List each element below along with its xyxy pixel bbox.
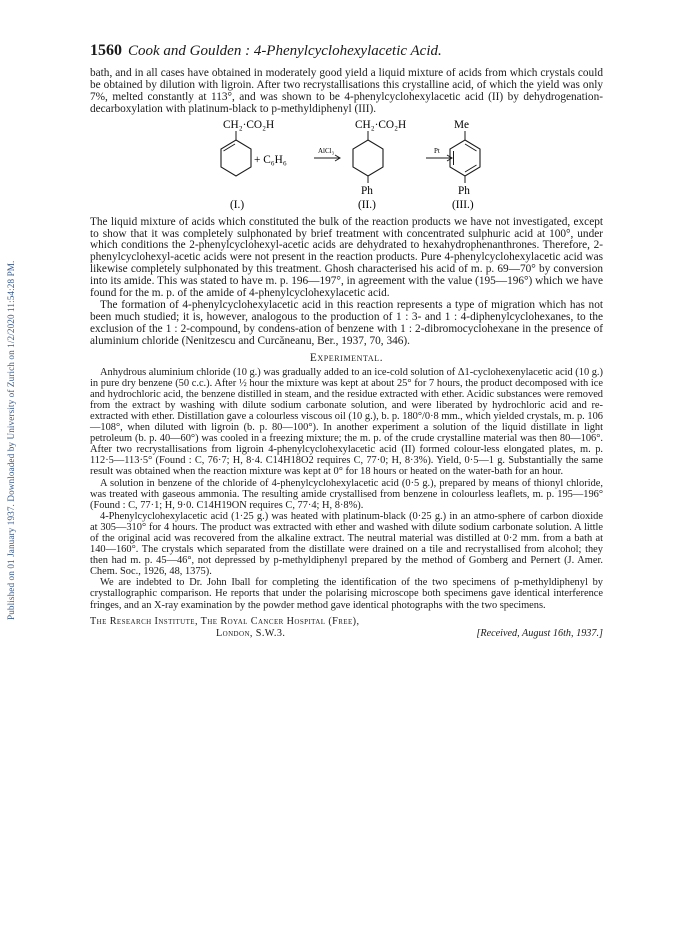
- compound3-phenyl: Ph: [458, 184, 470, 197]
- experimental-heading: Experimental.: [309, 351, 384, 364]
- compound3-double-bond-1: [465, 144, 477, 151]
- arrow2-label: Pt: [434, 146, 440, 155]
- journal-page: [90, 42, 603, 640]
- benzene-reagent: + C₆H₆: [254, 153, 287, 166]
- received-date: [Received, August 16th, 1937.]: [476, 627, 603, 639]
- compound2-label: (II.): [358, 198, 376, 211]
- discussion-paragraph-2: The formation of 4-phenylcyclohexylacetic acid in this reaction represents a type of migration which has not been much studied; it is, however, analogous to the production of 1 : 3- and 1 : 4-diphenylcyclohexanes, to the exclusion of the 1 : 2-compound, by condens-ation of benzene with 1 : 2-dibromocyclohexane in the presence of aluminium chloride (Nenitzescu and Curcăneanu, Ber., 1937, 70, 346).: [90, 298, 603, 347]
- compound3-double-bond-2: [465, 165, 477, 172]
- reaction-scheme: [90, 116, 603, 234]
- compound1-substituent: CH₂·CO₂H: [223, 118, 275, 131]
- experimental-paragraph-4: We are indebted to Dr. John Iball for completing the identification of the two specimens of p-methyldiphenyl by crystallographic comparison. He reports that under the polarising microscope both specimens gave identical interference fringes, and an X-ray examination by the powder method gave identical photographs with the two specimens.: [90, 577, 603, 611]
- experimental-paragraph-2: A solution in benzene of the chloride of 4-phenylcyclohexylacetic acid (0·5 g.), prepared by means of thionyl chloride, was treated with gaseous ammonia. The resulting amide crystallised from benzene in colourless leaflets, m. p. 195—196° (Found : C, 77·1; H, 9·0. C14H19ON requires C, 77·4; H, 8·8%).: [90, 477, 603, 511]
- page-number: 1560: [90, 42, 122, 59]
- discussion-paragraph-1: The liquid mixture of acids which constituted the bulk of the reaction products we have not investigated, except to show that it was completely sulphonated by brief treatment with concentrated sulphuric acid at 100°, under which conditions the 2-phenylcyclohexyl-acetic acids are dehydrated to hexahydrophenanthrones. Therefore, 2-phenylcyclohexyl-acetic acids were not present in the reaction products. Pure 4-phenylcyclohexylacetic acid was likewise completely sulphonated by this treatment. Ghosh characterised his acid of m. p. 69—70° by conversion into its amide. This was stated to have m. p. 196—197°, in agreement with the value (195—196°) which we have found for the m. p. of the amide of 4-phenylcyclohexylacetic acid.: [90, 215, 603, 300]
- experimental-paragraph-1: Anhydrous aluminium chloride (10 g.) was gradually added to an ice-cold solution of Δ1-cyclohexenylacetic acid (10 g.) in pure dry benzene (50 c.c.). After ½ hour the mixture was kept at about 25° for 7 hours, the product decomposed with ice and hydrochloric acid, the benzene distilled in steam, and the residue extracted with ether. Acidic substances were removed from the extract by washing with dilute sodium carbonate solution, and were liberated by hydrochloric acid and re-extracted with ether. Distillation gave a colourless viscous oil (10 g.), b. p. 180°/0·8 mm., which yielded crystals, m. p. 106—108°, when diluted with ligroin (b. p. 80—100°). In another experiment a solution of the liquid distillate in light petroleum (b. p. 40—60°) was cooled in a freezing mixture; the m. p. of the crude crystalline material was then 80—106°. After two recrystallisations from ligroin 4-phenylcyclohexylacetic acid (II) formed colour-less elongated plates, m. p. 112·5—113·5° (Found : C, 76·7; H, 8·4. C14H18O2 requires C, 77·0; H, 8·3%). Yield, 0·5—1 g. Substantially the same result was obtained when the reaction mixture was kept at 0° for 18 hours or heated on the water-bath for an hour.: [90, 366, 603, 478]
- compound3-label: (III.): [452, 198, 474, 211]
- compound3-substituent: Me: [454, 118, 470, 131]
- intro-paragraph: bath, and in all cases have obtained in moderately good yield a liquid mixture of acids from which crystals could be obtained by dilution with ligroin. After two recrystallisations this crystalline acid, of which the yield was only 7%, melted constantly at 113°, and was shown to be 4-phenylcyclohexylacetic acid (II) by dehydrogenation-decarboxylation with platinum-black to p-methyldiphenyl (III).: [90, 67, 603, 115]
- compound1-label: (I.): [230, 198, 245, 211]
- compound2-substituent: CH₂·CO₂H: [355, 118, 407, 131]
- running-head: Cook and Goulden : 4-Phenylcyclohexylacetic Acid.: [128, 43, 442, 59]
- author-address: [90, 616, 603, 640]
- arrow1-label: AlCl₃: [318, 146, 335, 155]
- page-header: [90, 42, 603, 68]
- compound1-ring: [221, 140, 251, 176]
- download-watermark: Published on 01 January 1937. Downloaded by University of Zurich on 1/2/2020 11:54:28 PM.: [6, 260, 16, 620]
- reaction-scheme-drawing: [90, 116, 603, 234]
- compound2-ring: [353, 140, 383, 176]
- compound2-phenyl: Ph: [361, 184, 373, 197]
- experimental-paragraph-3: 4-Phenylcyclohexylacetic acid (1·25 g.) was heated with platinum-black (0·25 g.) in an atmo-sphere of carbon dioxide at 305—310° for 4 hours. The product was extracted with ether and washed with dilute sodium carbonate solution. A little of the original acid was recovered from the alkaline extract. The neutral material was distilled at 0·2 mm. from a bath at 140—160°. The crystals which separated from the distillate were drained on a tile and recrystallised from alcohol; they then had m. p. 45—46°, not depressed by p-methyldiphenyl prepared by the method of Gomberg and Pernert (J. Amer. Chem. Soc., 1926, 48, 1375).: [90, 510, 603, 578]
- compound3-ring: [450, 140, 480, 176]
- institution-line-2: London, S.W.3.: [216, 627, 286, 639]
- institution-line-1: The Research Institute, The Royal Cancer Hospital (Free),: [90, 615, 360, 627]
- compound1-double-bond: [224, 144, 236, 151]
